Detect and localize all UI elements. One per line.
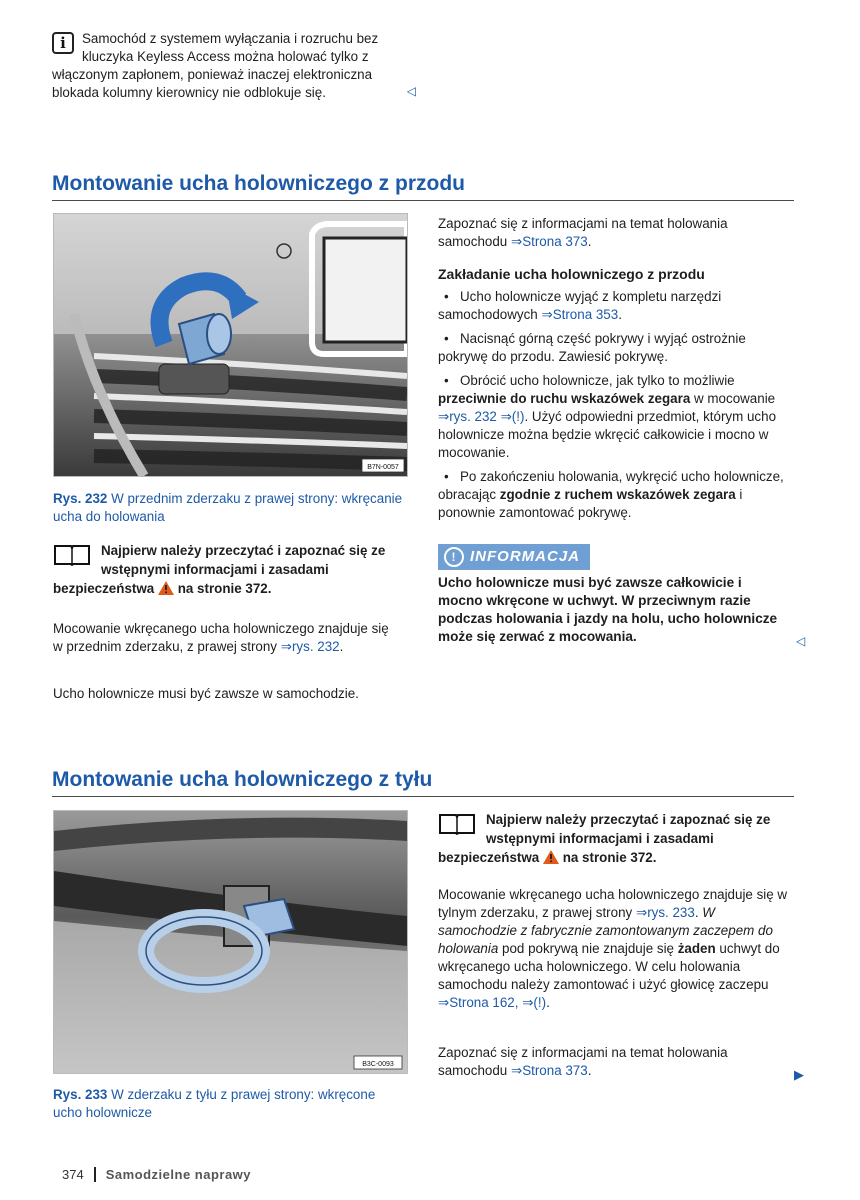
figure-232-caption: [53, 490, 403, 526]
front-mount-paragraph: [53, 620, 398, 656]
information-text: Ucho holownicze musi być zawsze całkowicie i mocno wkręcone w uchwyt. W przeciwnym razie podczas holowania i jazdy na holu, ucho holownicze może się zerwać z mocowania.: [438, 575, 778, 644]
paragraph-text: Zapoznać się z informacjami na temat holowania samochodu: [438, 216, 728, 249]
front-bumper-illustration: [54, 214, 407, 476]
page-link[interactable]: ⇒Strona 373: [510, 234, 588, 249]
figure-label: Rys. 233: [53, 1087, 108, 1102]
list-item: • Obrócić ucho holownicze, jak tylko to możliwie przeciwnie do ruchu wskazówek zegara w mocowanie ⇒rys. 232 ⇒(!). Użyć odpowiedni przedmiot, którym ucho holownicze można będzie wkręcić całkowicie i mocno w mocowanie.: [438, 372, 788, 462]
list-item: • Ucho holownicze wyjąć z kompletu narzędzi samochodowych ⇒Strona 353.: [438, 288, 788, 324]
information-label: INFORMACJA: [470, 548, 580, 565]
list-item: • Nacisnąć górną część pokrywy i wyjąć ostrożnie pokrywę do przodu. Zawiesić pokrywę.: [438, 330, 788, 366]
top-note-text: Samochód z systemem wyłączania i rozruchu bez kluczyka Keyless Access można holować tylko z włączonym zapłonem, ponieważ inaczej elektroniczna blokada kolumny kierownicy nie odblokuje się.: [52, 31, 379, 100]
read-first-note: [53, 541, 398, 598]
information-box-header: [438, 544, 590, 570]
figure-232-image: [53, 213, 408, 477]
read-first-note: [438, 810, 783, 867]
paragraph-text: .: [339, 639, 344, 654]
read-note-page: na stronie 372.: [562, 850, 657, 865]
section-heading-front: Montowanie ucha holowniczego z przodu: [52, 172, 794, 201]
caution-ref-icon[interactable]: (!): [533, 995, 547, 1010]
end-of-section-icon: ◁: [406, 84, 416, 98]
section-heading-rear: Montowanie ucha holowniczego z tyłu: [52, 768, 794, 797]
figure-233-caption: [53, 1086, 403, 1122]
page-number: 374: [62, 1167, 84, 1182]
figure-link[interactable]: ⇒rys. 232 ⇒: [438, 409, 512, 424]
page-footer: [62, 1166, 251, 1184]
top-info-note: [52, 30, 416, 102]
rear-bumper-illustration: [54, 811, 407, 1073]
warning-icon: [543, 850, 559, 864]
caution-ref-icon[interactable]: (!): [511, 409, 525, 424]
rear-intro-paragraph: Zapoznać się z informacjami na temat holowania samochodu ⇒Strona 373.: [438, 1045, 728, 1078]
figure-link[interactable]: ⇒rys. 232: [280, 639, 340, 654]
always-in-car-paragraph: Ucho holownicze musi być zawsze w samochodzie.: [53, 686, 359, 701]
page-link[interactable]: ⇒Strona 353: [541, 307, 619, 322]
figure-caption-text: W przednim zderzaku z prawej strony: wkręcanie ucha do holowania: [53, 491, 403, 524]
figure-code: B3C-0093: [362, 1061, 394, 1068]
read-note-text: Najpierw należy przeczytać i zapoznać się ze wstępnymi informacjami i zasadami bezpieczeństwa: [438, 812, 771, 865]
read-note-page: na stronie 372.: [177, 581, 272, 596]
footer-divider: [94, 1167, 96, 1182]
page-link[interactable]: ⇒Strona 162: [438, 995, 515, 1010]
front-steps-list: [438, 288, 788, 528]
list-item: • Po zakończeniu holowania, wykręcić ucho holownicze, obracając zgodnie z ruchem wskazówek zegara i ponownie zamontować pokrywę.: [438, 468, 788, 522]
book-icon: [438, 812, 476, 836]
warning-icon: [158, 581, 174, 595]
front-intro-paragraph: [438, 215, 788, 251]
information-icon: !: [444, 547, 464, 567]
end-of-section-icon: ◁: [796, 634, 806, 648]
chapter-title: Samodzielne naprawy: [105, 1167, 252, 1182]
figure-caption-text: W zderzaku z tyłu z prawej strony: wkręcone ucho holownicze: [53, 1087, 376, 1120]
paragraph-text: Mocowanie wkręcanego ucha holowniczego znajduje się w przednim zderzaku, z prawej strony: [53, 621, 389, 654]
rear-mount-paragraph: Mocowanie wkręcanego ucha holowniczego znajduje się w tylnym zderzaku, z prawej strony ⇒rys. 233. W samochodzie z fabrycznie zamontowanym zaczepem do holowania pod pokrywą nie znajduje się żaden uchwyt do wkręcanego ucha holowniczego. W celu holowania samochodu należy zamontować i użyć głowicę zaczepu ⇒Strona 162, ⇒(!).: [438, 887, 788, 1010]
figure-233-image: [53, 810, 408, 1074]
continue-next-page-icon: ▶: [794, 1067, 804, 1082]
figure-label: Rys. 232: [53, 491, 108, 506]
book-icon: [53, 543, 91, 567]
read-note-text: Najpierw należy przeczytać i zapoznać się ze wstępnymi informacjami i zasadami bezpieczeństwa: [53, 543, 386, 596]
info-icon: i: [52, 32, 74, 54]
figure-link[interactable]: ⇒rys. 233: [635, 905, 695, 920]
figure-code: B7N-0057: [367, 464, 399, 471]
paragraph-text: .: [587, 234, 592, 249]
page-link[interactable]: ⇒Strona 373: [510, 1063, 588, 1078]
front-subheading: Zakładanie ucha holowniczego z przodu: [438, 266, 705, 282]
